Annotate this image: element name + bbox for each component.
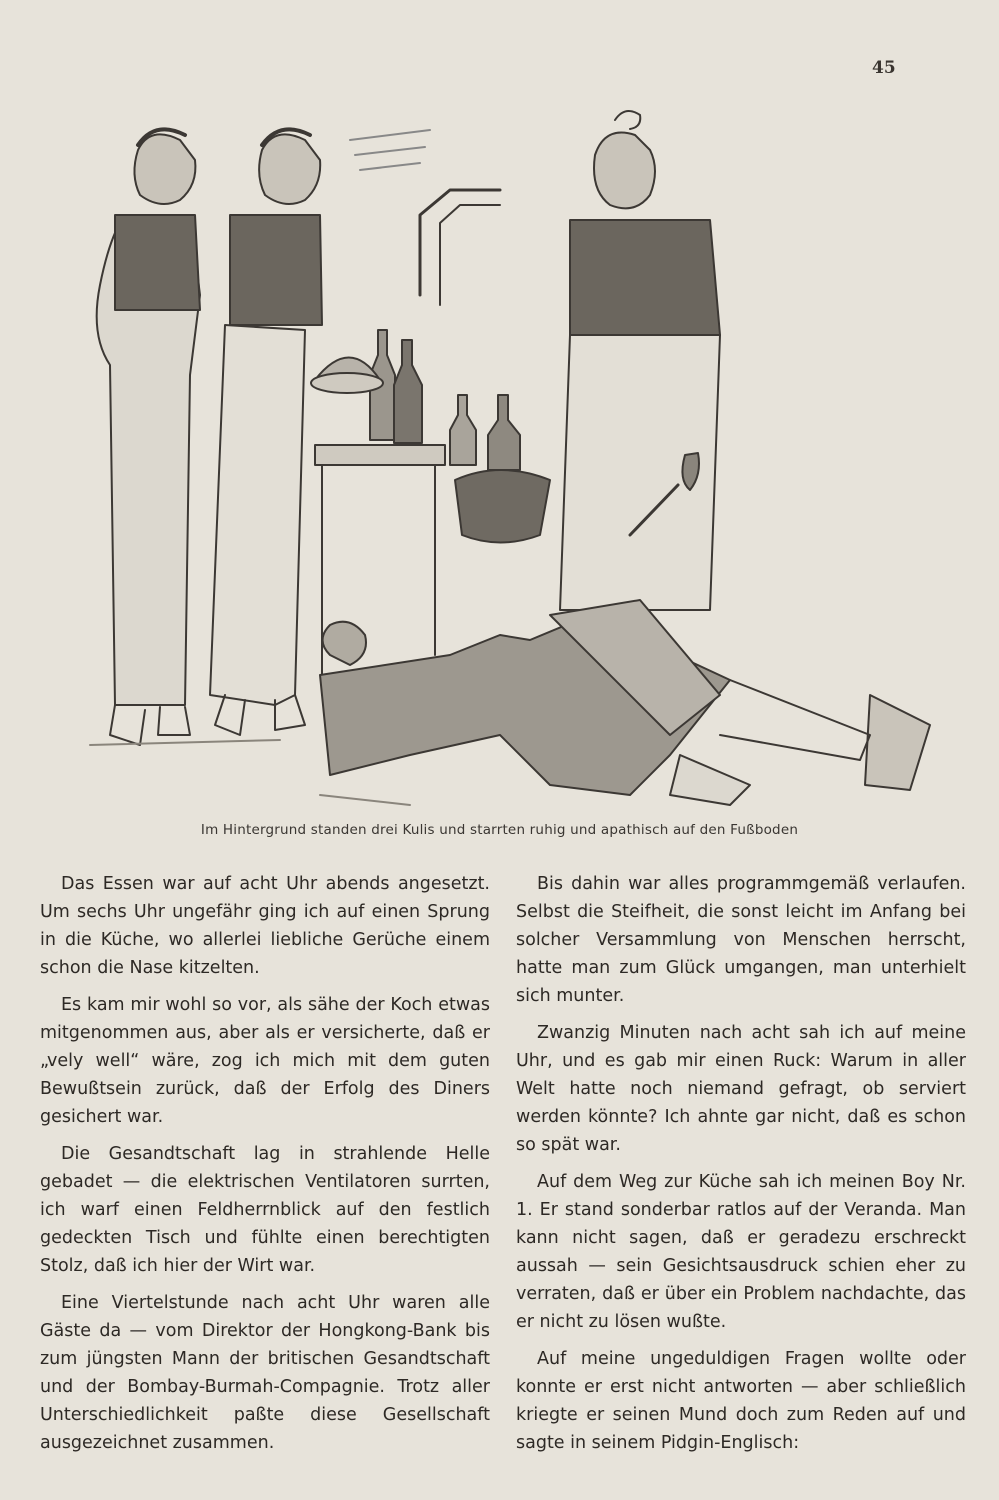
paragraph: Auf dem Weg zur Küche sah ich meinen Boy Nr. 1. Er stand sonderbar ratlos auf der Veranda. Man kann nicht sagen, daß er geradezu erschreckt aussah — sein Gesichtsausdruck schien eher zu verraten, daß er über ein Problem nachdachte, das er nicht zu lösen wußte. [516, 1172, 966, 1332]
paragraph: Das Essen war auf acht Uhr abends angesetzt. Um sechs Uhr ungefähr ging ich auf einen Sprung in die Küche, wo allerlei liebliche Gerüche einem schon die Nase kitzelten. [40, 874, 490, 978]
paragraph: Es kam mir wohl so vor, als sähe der Koch etwas mitgenommen aus, aber als er versicherte, daß er „vely well“ wäre, zog ich mich mit dem guten Bewußtsein zurück, daß der Erfolg des Diners gesichert war. [40, 995, 490, 1127]
paragraph: Eine Viertelstunde nach acht Uhr waren alle Gäste da — vom Direktor der Hongkong-Bank bis zum jüngsten Mann der britischen Gesandtschaft und der Bombay-Burmah-Compagnie. Trotz aller Unterschiedlichkeit paßte diese Gesellschaft ausgezeichnet zusammen. [40, 1293, 490, 1453]
right-column [516, 870, 966, 1466]
paragraph: Auf meine ungeduldigen Fragen wollte oder konnte er erst nicht antworten — aber schließlich kriegte er seinen Mund doch zum Reden auf und sagte in seinem Pidgin-Englisch: [516, 1349, 966, 1453]
kitchen-scene-illustration [30, 95, 970, 815]
paragraph: Die Gesandtschaft lag in strahlende Helle gebadet — die elektrischen Ventilatoren surrten, ich warf einen Feldherrnblick auf den festlich gedeckten Tisch und fühlte einen berechtigten Stolz, daß ich hier der Wirt war. [40, 1144, 490, 1276]
paragraph: Zwanzig Minuten nach acht sah ich auf meine Uhr, und es gab mir einen Ruck: Warum in aller Welt hatte noch niemand gefragt, ob serviert werden könnte? Ich ahnte gar nicht, daß es schon so spät war. [516, 1023, 966, 1155]
illustration-caption: Im Hintergrund standen drei Kulis und starrten ruhig und apathisch auf den Fußboden [200, 822, 799, 838]
paragraph: Bis dahin war alles programmgemäß verlaufen. Selbst die Steifheit, die sonst leicht im Anfang bei solcher Versammlung von Menschen herrscht, hatte man zum Glück umgangen, man unterhielt sich munter. [516, 874, 966, 1006]
left-column [40, 870, 490, 1466]
page-number: 45 [872, 58, 896, 78]
